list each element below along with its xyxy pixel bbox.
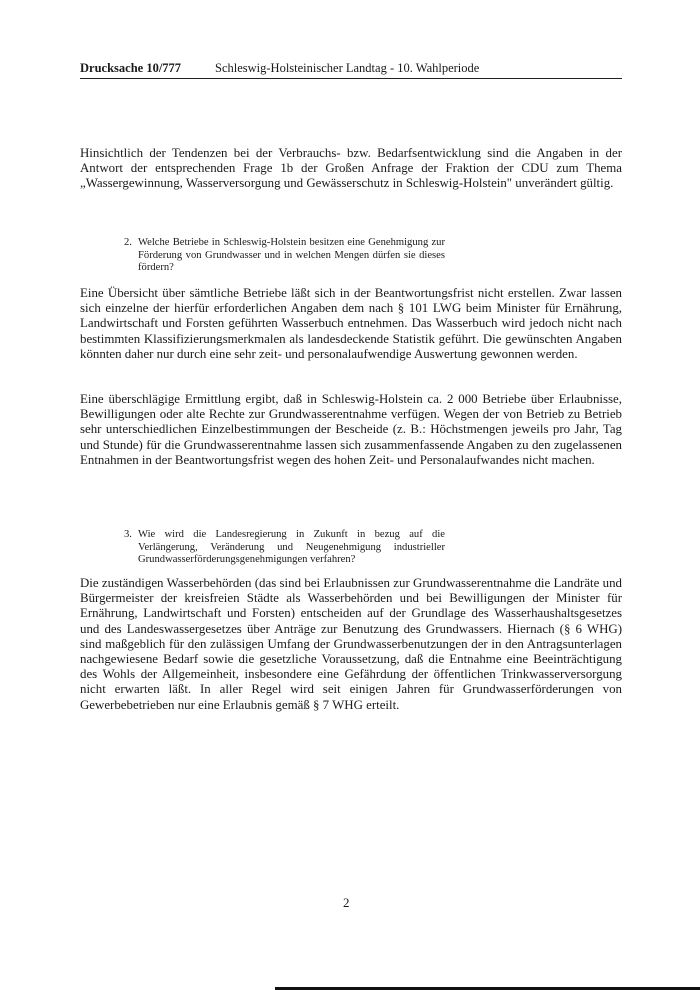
- question-2-text: Welche Betriebe in Schleswig-Holstein besitzen eine Genehmigung zur Förderung von Grundwasser und in welchen Mengen dürfen sie dieses fördern?: [138, 237, 445, 274]
- answer-2-paragraph-2: Eine überschlägige Ermittlung ergibt, daß in Schleswig-Holstein ca. 2 000 Betriebe über Erlaubnisse, Bewilligungen oder alte Rechte zur Grundwasserentnahme verfügen. Wegen der von Betrieb zu Betrieb sehr unterschiedlichen Einzelbestimmungen der Bescheide (z. B.: Höchstmengen jeweils pro Jahr, Tag und Stunde) für die Grundwasserentnahme lassen sich zusammenfassende Angaben zu den zugelassenen Entnahmen in der Beantwortungsfrist wegen des hohen Zeit- und Personalaufwandes nicht machen.: [80, 392, 622, 467]
- question-2-number: 2.: [124, 237, 132, 248]
- publisher-line: Schleswig-Holsteinischer Landtag - 10. Wahlperiode: [215, 61, 480, 75]
- document-number: Drucksache 10/777: [80, 61, 182, 75]
- answer-3-paragraph: Die zuständigen Wasserbehörden (das sind bei Erlaubnissen zur Grundwasserentnahme die Landräte und Bürgermeister der kreisfreien Städte als Wasserbehörden und bei Bewilligungen der Minister für Ernährung, Landwirtschaft und Forsten) entscheiden auf der Grundlage des Wasserhaushaltsgesetzes und des Landeswassergesetzes über Anträge zur Benutzung des Grundwassers. Hiernach (§ 6 WHG) sind maßgeblich für den zulässigen Umfang der Grundwasserbenutzungen der in den Antragsunterlagen nachgewiesene Bedarf sowie die gesetzliche Voraussetzung, daß die Entnahme eine Beeinträchtigung des Wohls der Allgemeinheit, insbesondere eine Gefährdung der öffentlichen Trinkwasserversorgung nicht erwarten läßt. In aller Regel wird seit einigen Jahren für Grundwasserförderungen von Gewerbebetrieben nur eine Erlaubnis gemäß § 7 WHG erteilt.: [80, 576, 622, 712]
- intro-paragraph: Hinsichtlich der Tendenzen bei der Verbrauchs- bzw. Bedarfsentwicklung sind die Angaben in der Antwort der entsprechenden Frage 1b der Großen Anfrage der Fraktion der CDU zum Thema „Wassergewinnung, Wasserversorgung und Gewässerschutz in Schleswig-Holstein" unverändert gültig.: [80, 146, 622, 191]
- question-3-text: Wie wird die Landesregierung in Zukunft in bezug auf die Verlängerung, Veränderung und Neugenehmigung industrieller Grundwasserförderungsgenehmigungen verfahren?: [138, 529, 445, 566]
- question-3-number: 3.: [124, 529, 132, 540]
- page-header: [80, 59, 622, 77]
- question-3: [124, 529, 445, 567]
- answer-2-paragraph-1: Eine Übersicht über sämtliche Betriebe läßt sich in der Beantwortungsfrist nicht erstellen. Zwar lassen sich einzelne der hierfür erforderlichen Angaben dem nach § 101 LWG beim Minister für Ernährung, Landwirtschaft und Forsten geführten Wasserbuch entnehmen. Das Wasserbuch wird jedoch nicht nach bestimmten Klassifizierungsmerkmalen als landesdeckende Statistik geführt. Die gewünschten Angaben könnten daher nur durch eine sehr zeit- und personalaufwendige Auswertung gewonnen werden.: [80, 286, 622, 361]
- header-divider: [80, 78, 622, 79]
- page-number: 2: [343, 895, 350, 910]
- question-2: [124, 237, 445, 275]
